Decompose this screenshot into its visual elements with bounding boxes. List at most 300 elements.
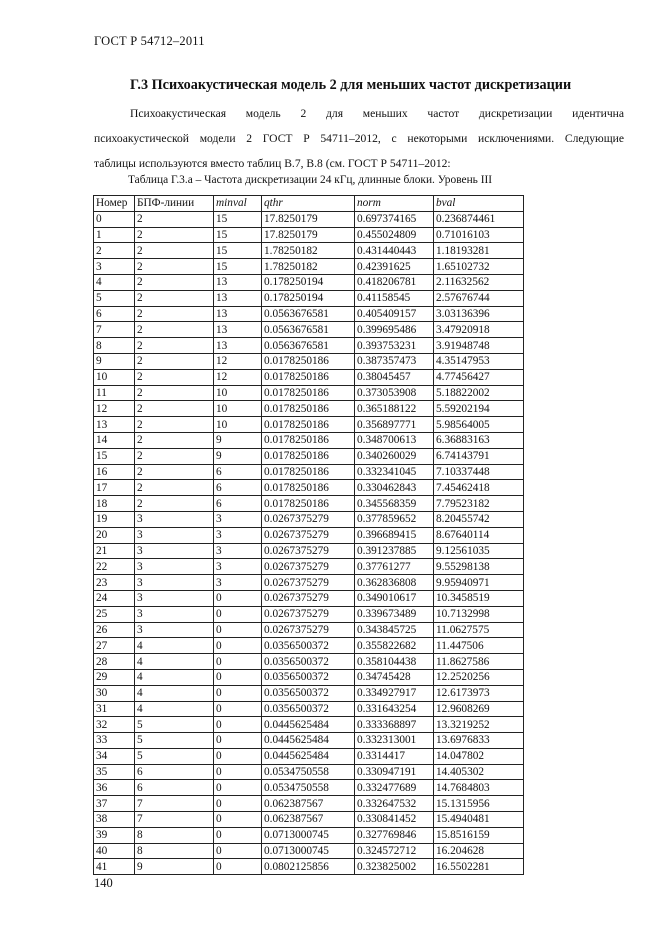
cell-bval: 12.6173973: [434, 685, 524, 701]
table-row: [94, 464, 524, 480]
cell-minval: 0: [214, 669, 262, 685]
cell-bval: 15.1315956: [434, 796, 524, 812]
cell-minval: 10: [214, 385, 262, 401]
table-row: [94, 353, 524, 369]
table-row: [94, 812, 524, 828]
cell-number: 33: [94, 733, 135, 749]
table-row: [94, 290, 524, 306]
cell-number: 38: [94, 812, 135, 828]
cell-norm: 0.324572712: [355, 843, 434, 859]
cell-qthr: 0.0356500372: [262, 669, 355, 685]
cell-bval: 13.6976833: [434, 733, 524, 749]
cell-bval: 11.8627586: [434, 654, 524, 670]
table-row: [94, 338, 524, 354]
cell-norm: 0.38045457: [355, 369, 434, 385]
cell-minval: 13: [214, 274, 262, 290]
cell-norm: 0.332647532: [355, 796, 434, 812]
cell-number: 37: [94, 796, 135, 812]
cell-fft-lines: 2: [135, 448, 214, 464]
cell-bval: 13.3219252: [434, 717, 524, 733]
cell-qthr: 0.0267375279: [262, 543, 355, 559]
table-row: [94, 622, 524, 638]
cell-bval: 6.36883163: [434, 432, 524, 448]
cell-minval: 0: [214, 748, 262, 764]
cell-qthr: 0.0267375279: [262, 622, 355, 638]
cell-fft-lines: 2: [135, 338, 214, 354]
cell-fft-lines: 2: [135, 306, 214, 322]
cell-bval: 1.65102732: [434, 259, 524, 275]
table-row: [94, 606, 524, 622]
cell-bval: 7.45462418: [434, 480, 524, 496]
table-row: [94, 638, 524, 654]
cell-bval: 6.74143791: [434, 448, 524, 464]
cell-qthr: 0.0178250186: [262, 401, 355, 417]
cell-number: 24: [94, 590, 135, 606]
cell-bval: 10.3458519: [434, 590, 524, 606]
cell-fft-lines: 2: [135, 480, 214, 496]
cell-fft-lines: 2: [135, 369, 214, 385]
cell-qthr: 0.0178250186: [262, 353, 355, 369]
cell-norm: 0.377859652: [355, 511, 434, 527]
cell-norm: 0.332341045: [355, 464, 434, 480]
cell-number: 26: [94, 622, 135, 638]
cell-fft-lines: 2: [135, 243, 214, 259]
cell-bval: 3.91948748: [434, 338, 524, 354]
cell-bval: 4.35147953: [434, 353, 524, 369]
cell-fft-lines: 3: [135, 511, 214, 527]
cell-fft-lines: 8: [135, 827, 214, 843]
cell-qthr: 0.0267375279: [262, 590, 355, 606]
cell-norm: 0.327769846: [355, 827, 434, 843]
cell-bval: 5.59202194: [434, 401, 524, 417]
cell-fft-lines: 2: [135, 259, 214, 275]
cell-bval: 15.8516159: [434, 827, 524, 843]
table-row: [94, 417, 524, 433]
cell-fft-lines: 3: [135, 527, 214, 543]
cell-minval: 0: [214, 859, 262, 875]
table-row: [94, 654, 524, 670]
cell-qthr: 0.0356500372: [262, 638, 355, 654]
table-row: [94, 511, 524, 527]
cell-qthr: 0.0267375279: [262, 527, 355, 543]
cell-bval: 12.2520256: [434, 669, 524, 685]
cell-minval: 3: [214, 575, 262, 591]
paragraph-line: Психоакустическая модель 2 для меньших частот дискретизации идентична: [130, 107, 624, 120]
cell-qthr: 0.0445625484: [262, 717, 355, 733]
cell-fft-lines: 3: [135, 559, 214, 575]
cell-qthr: 0.062387567: [262, 812, 355, 828]
cell-bval: 14.405302: [434, 764, 524, 780]
cell-number: 1: [94, 227, 135, 243]
cell-number: 11: [94, 385, 135, 401]
cell-qthr: 0.0563676581: [262, 322, 355, 338]
cell-qthr: 0.0178250186: [262, 432, 355, 448]
cell-minval: 0: [214, 780, 262, 796]
cell-number: 31: [94, 701, 135, 717]
cell-number: 5: [94, 290, 135, 306]
cell-bval: 7.10337448: [434, 464, 524, 480]
cell-fft-lines: 9: [135, 859, 214, 875]
cell-number: 0: [94, 211, 135, 227]
cell-norm: 0.330841452: [355, 812, 434, 828]
cell-qthr: 0.0178250186: [262, 369, 355, 385]
cell-norm: 0.330462843: [355, 480, 434, 496]
cell-fft-lines: 7: [135, 796, 214, 812]
cell-number: 39: [94, 827, 135, 843]
cell-fft-lines: 5: [135, 733, 214, 749]
table-row: [94, 827, 524, 843]
cell-qthr: 17.8250179: [262, 211, 355, 227]
cell-fft-lines: 2: [135, 211, 214, 227]
cell-minval: 15: [214, 211, 262, 227]
cell-norm: 0.42391625: [355, 259, 434, 275]
cell-qthr: 0.0178250186: [262, 448, 355, 464]
body-paragraph: [94, 101, 624, 176]
cell-number: 18: [94, 496, 135, 512]
table-row: [94, 322, 524, 338]
cell-norm: 0.355822682: [355, 638, 434, 654]
cell-qthr: 0.0267375279: [262, 606, 355, 622]
cell-minval: 6: [214, 464, 262, 480]
cell-norm: 0.391237885: [355, 543, 434, 559]
table-row: [94, 780, 524, 796]
cell-fft-lines: 5: [135, 717, 214, 733]
cell-fft-lines: 7: [135, 812, 214, 828]
cell-norm: 0.37761277: [355, 559, 434, 575]
cell-bval: 11.447506: [434, 638, 524, 654]
cell-number: 29: [94, 669, 135, 685]
cell-bval: 0.236874461: [434, 211, 524, 227]
cell-norm: 0.396689415: [355, 527, 434, 543]
cell-norm: 0.334927917: [355, 685, 434, 701]
column-header-bval: bval: [434, 196, 524, 212]
cell-qthr: 0.0713000745: [262, 827, 355, 843]
cell-minval: 0: [214, 685, 262, 701]
cell-minval: 6: [214, 480, 262, 496]
cell-number: 15: [94, 448, 135, 464]
table-row: [94, 701, 524, 717]
cell-qthr: 0.0178250186: [262, 464, 355, 480]
cell-minval: 0: [214, 606, 262, 622]
cell-norm: 0.358104438: [355, 654, 434, 670]
cell-number: 25: [94, 606, 135, 622]
cell-number: 9: [94, 353, 135, 369]
paragraph-line: таблицы используются вместо таблиц В.7, В.8 (см. ГОСТ Р 54711–2012:: [94, 157, 451, 170]
cell-minval: 6: [214, 496, 262, 512]
cell-minval: 13: [214, 322, 262, 338]
table-row: [94, 843, 524, 859]
cell-number: 20: [94, 527, 135, 543]
column-header-fft-lines: БПФ-линии: [135, 196, 214, 212]
table-row: [94, 211, 524, 227]
table-row: [94, 259, 524, 275]
cell-norm: 0.365188122: [355, 401, 434, 417]
cell-fft-lines: 2: [135, 227, 214, 243]
cell-fft-lines: 2: [135, 496, 214, 512]
cell-norm: 0.399695486: [355, 322, 434, 338]
cell-minval: 0: [214, 638, 262, 654]
cell-fft-lines: 6: [135, 780, 214, 796]
cell-minval: 0: [214, 654, 262, 670]
table-row: [94, 590, 524, 606]
table-caption: Таблица Г.3.а – Частота дискретизации 24 кГц, длинные блоки. Уровень III: [128, 174, 493, 186]
table-row: [94, 559, 524, 575]
table-header-row: [94, 196, 524, 212]
cell-bval: 15.4940481: [434, 812, 524, 828]
cell-fft-lines: 3: [135, 575, 214, 591]
cell-norm: 0.455024809: [355, 227, 434, 243]
cell-norm: 0.343845725: [355, 622, 434, 638]
table-row: [94, 764, 524, 780]
cell-minval: 12: [214, 353, 262, 369]
cell-qthr: 0.0178250186: [262, 385, 355, 401]
cell-norm: 0.345568359: [355, 496, 434, 512]
cell-number: 34: [94, 748, 135, 764]
cell-minval: 0: [214, 701, 262, 717]
table-row: [94, 369, 524, 385]
cell-fft-lines: 4: [135, 638, 214, 654]
cell-qthr: 0.0178250186: [262, 480, 355, 496]
cell-norm: 0.330947191: [355, 764, 434, 780]
cell-minval: 13: [214, 338, 262, 354]
cell-norm: 0.362836808: [355, 575, 434, 591]
standard-code-header: ГОСТ Р 54712–2011: [94, 34, 205, 48]
table-row: [94, 401, 524, 417]
cell-qthr: 0.178250194: [262, 290, 355, 306]
cell-norm: 0.323825002: [355, 859, 434, 875]
cell-qthr: 0.178250194: [262, 274, 355, 290]
cell-minval: 10: [214, 417, 262, 433]
cell-number: 14: [94, 432, 135, 448]
cell-bval: 11.0627575: [434, 622, 524, 638]
cell-number: 40: [94, 843, 135, 859]
cell-number: 17: [94, 480, 135, 496]
cell-qthr: 0.0563676581: [262, 306, 355, 322]
cell-fft-lines: 2: [135, 432, 214, 448]
cell-minval: 0: [214, 843, 262, 859]
cell-norm: 0.332477689: [355, 780, 434, 796]
table-row: [94, 243, 524, 259]
cell-minval: 0: [214, 812, 262, 828]
cell-norm: 0.349010617: [355, 590, 434, 606]
cell-bval: 10.7132998: [434, 606, 524, 622]
cell-number: 3: [94, 259, 135, 275]
column-header-qthr: qthr: [262, 196, 355, 212]
cell-minval: 3: [214, 527, 262, 543]
table-row: [94, 669, 524, 685]
column-header-number: Номер: [94, 196, 135, 212]
table-row: [94, 227, 524, 243]
cell-fft-lines: 2: [135, 417, 214, 433]
cell-norm: 0.34745428: [355, 669, 434, 685]
cell-fft-lines: 2: [135, 290, 214, 306]
table-row: [94, 717, 524, 733]
cell-fft-lines: 5: [135, 748, 214, 764]
cell-norm: 0.393753231: [355, 338, 434, 354]
table-row: [94, 859, 524, 875]
cell-bval: 8.20455742: [434, 511, 524, 527]
cell-bval: 14.7684803: [434, 780, 524, 796]
cell-norm: 0.332313001: [355, 733, 434, 749]
cell-qthr: 0.0178250186: [262, 417, 355, 433]
cell-number: 23: [94, 575, 135, 591]
table-row: [94, 685, 524, 701]
cell-qthr: 0.0802125856: [262, 859, 355, 875]
table-row: [94, 748, 524, 764]
page-number: 140: [94, 876, 113, 890]
cell-number: 35: [94, 764, 135, 780]
cell-qthr: 1.78250182: [262, 259, 355, 275]
table-row: [94, 796, 524, 812]
cell-number: 2: [94, 243, 135, 259]
cell-norm: 0.331643254: [355, 701, 434, 717]
table-row: [94, 306, 524, 322]
cell-minval: 0: [214, 622, 262, 638]
column-header-minval: minval: [214, 196, 262, 212]
table-row: [94, 448, 524, 464]
cell-qthr: 0.0267375279: [262, 511, 355, 527]
cell-qthr: 0.0356500372: [262, 654, 355, 670]
paragraph-line: психоакустической модели 2 ГОСТ Р 54711–2012, с некоторыми исключениями. Следующие: [94, 132, 624, 145]
cell-fft-lines: 4: [135, 669, 214, 685]
cell-fft-lines: 3: [135, 606, 214, 622]
cell-bval: 9.95940971: [434, 575, 524, 591]
cell-norm: 0.339673489: [355, 606, 434, 622]
cell-norm: 0.356897771: [355, 417, 434, 433]
cell-norm: 0.41158545: [355, 290, 434, 306]
data-table: [93, 195, 524, 875]
cell-norm: 0.697374165: [355, 211, 434, 227]
cell-minval: 15: [214, 227, 262, 243]
cell-fft-lines: 3: [135, 622, 214, 638]
cell-fft-lines: 2: [135, 353, 214, 369]
cell-number: 12: [94, 401, 135, 417]
cell-fft-lines: 8: [135, 843, 214, 859]
cell-number: 21: [94, 543, 135, 559]
cell-bval: 5.98564005: [434, 417, 524, 433]
cell-bval: 9.12561035: [434, 543, 524, 559]
cell-fft-lines: 3: [135, 590, 214, 606]
cell-number: 8: [94, 338, 135, 354]
cell-fft-lines: 2: [135, 274, 214, 290]
cell-minval: 3: [214, 559, 262, 575]
cell-qthr: 0.0178250186: [262, 496, 355, 512]
cell-fft-lines: 2: [135, 385, 214, 401]
cell-norm: 0.340260029: [355, 448, 434, 464]
cell-number: 36: [94, 780, 135, 796]
cell-minval: 13: [214, 290, 262, 306]
cell-minval: 9: [214, 448, 262, 464]
cell-fft-lines: 4: [135, 685, 214, 701]
cell-qthr: 0.062387567: [262, 796, 355, 812]
cell-bval: 3.03136396: [434, 306, 524, 322]
cell-minval: 10: [214, 401, 262, 417]
cell-bval: 2.57676744: [434, 290, 524, 306]
cell-bval: 7.79523182: [434, 496, 524, 512]
cell-qthr: 0.0563676581: [262, 338, 355, 354]
table-body: [94, 211, 524, 874]
cell-minval: 13: [214, 306, 262, 322]
cell-bval: 12.9608269: [434, 701, 524, 717]
cell-minval: 0: [214, 717, 262, 733]
cell-minval: 0: [214, 827, 262, 843]
cell-qthr: 0.0267375279: [262, 575, 355, 591]
cell-qthr: 17.8250179: [262, 227, 355, 243]
cell-fft-lines: 6: [135, 764, 214, 780]
cell-norm: 0.348700613: [355, 432, 434, 448]
cell-fft-lines: 2: [135, 464, 214, 480]
table-row: [94, 543, 524, 559]
table-row: [94, 733, 524, 749]
cell-number: 30: [94, 685, 135, 701]
cell-qthr: 1.78250182: [262, 243, 355, 259]
table-row: [94, 432, 524, 448]
table-row: [94, 496, 524, 512]
cell-qthr: 0.0356500372: [262, 685, 355, 701]
cell-fft-lines: 4: [135, 701, 214, 717]
cell-number: 28: [94, 654, 135, 670]
cell-bval: 3.47920918: [434, 322, 524, 338]
cell-norm: 0.373053908: [355, 385, 434, 401]
section-title: Г.3 Психоакустическая модель 2 для меньших частот дискретизации: [130, 77, 572, 93]
cell-bval: 9.55298138: [434, 559, 524, 575]
cell-number: 6: [94, 306, 135, 322]
cell-qthr: 0.0534750558: [262, 764, 355, 780]
cell-number: 16: [94, 464, 135, 480]
cell-minval: 0: [214, 796, 262, 812]
cell-qthr: 0.0445625484: [262, 748, 355, 764]
cell-norm: 0.418206781: [355, 274, 434, 290]
cell-number: 27: [94, 638, 135, 654]
cell-bval: 1.18193281: [434, 243, 524, 259]
cell-minval: 15: [214, 259, 262, 275]
table-row: [94, 527, 524, 543]
cell-norm: 0.3314417: [355, 748, 434, 764]
cell-bval: 16.5502281: [434, 859, 524, 875]
cell-number: 10: [94, 369, 135, 385]
cell-norm: 0.333368897: [355, 717, 434, 733]
cell-norm: 0.431440443: [355, 243, 434, 259]
table-row: [94, 575, 524, 591]
cell-bval: 4.77456427: [434, 369, 524, 385]
cell-minval: 0: [214, 590, 262, 606]
cell-minval: 3: [214, 511, 262, 527]
cell-minval: 0: [214, 764, 262, 780]
cell-bval: 14.047802: [434, 748, 524, 764]
cell-norm: 0.387357473: [355, 353, 434, 369]
cell-bval: 2.11632562: [434, 274, 524, 290]
cell-minval: 15: [214, 243, 262, 259]
cell-number: 19: [94, 511, 135, 527]
cell-minval: 12: [214, 369, 262, 385]
cell-fft-lines: 2: [135, 322, 214, 338]
cell-number: 41: [94, 859, 135, 875]
cell-qthr: 0.0267375279: [262, 559, 355, 575]
cell-number: 7: [94, 322, 135, 338]
cell-qthr: 0.0534750558: [262, 780, 355, 796]
cell-fft-lines: 4: [135, 654, 214, 670]
cell-bval: 5.18822002: [434, 385, 524, 401]
cell-minval: 0: [214, 733, 262, 749]
cell-norm: 0.405409157: [355, 306, 434, 322]
cell-qthr: 0.0356500372: [262, 701, 355, 717]
column-header-norm: norm: [355, 196, 434, 212]
cell-minval: 9: [214, 432, 262, 448]
cell-qthr: 0.0445625484: [262, 733, 355, 749]
cell-number: 13: [94, 417, 135, 433]
cell-minval: 3: [214, 543, 262, 559]
cell-number: 22: [94, 559, 135, 575]
